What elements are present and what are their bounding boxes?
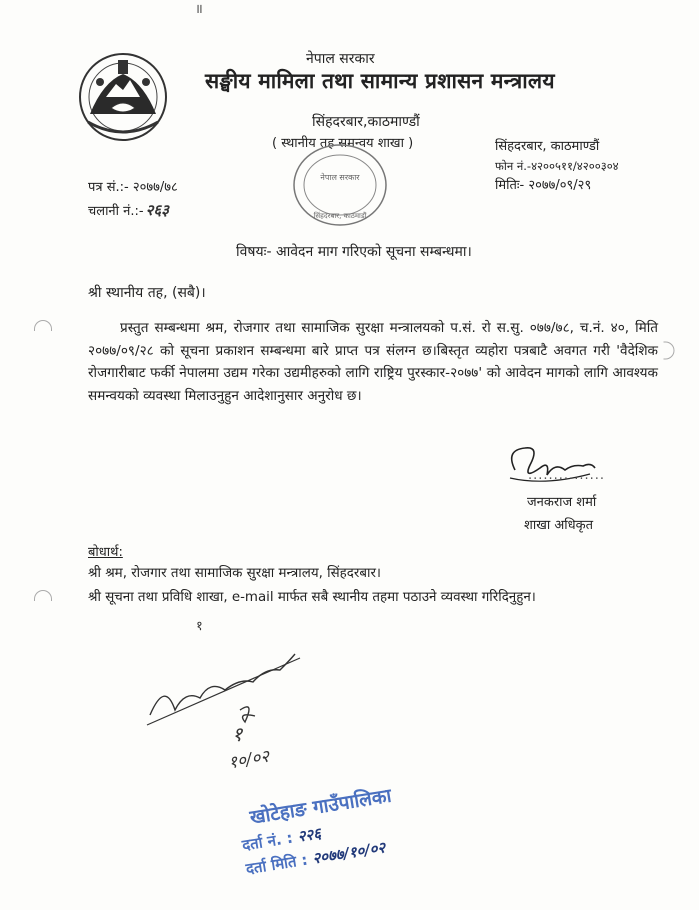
seal-location: सिंहदरबार, काठमाडौं [313, 212, 367, 220]
small-mark: १ [196, 619, 203, 634]
stamp-number-value: २२६ [296, 824, 323, 846]
registration-stamp [236, 782, 400, 879]
letter-reference: पत्र सं.:- २०७७/७८ [88, 180, 178, 195]
phone-number: फोन नं.-४२००५११/४२००३०४ [495, 159, 619, 173]
signature-line: ............... [528, 468, 605, 483]
handwritten-note [145, 640, 305, 734]
salutation: श्री स्थानीय तह, (सबै)। [88, 285, 206, 301]
letter-date: मितिः- २०७७/०९/२९ [495, 178, 592, 193]
punch-mark [34, 320, 52, 331]
stamp-date-label: दर्ता मिति : [244, 850, 309, 879]
department-name: ( स्थानीय तह समन्वय शाखा ) [272, 136, 414, 151]
signer-name: जनकराज शर्मा [527, 495, 597, 510]
dispatch-label: चलानी नं.:- [88, 204, 144, 219]
ministry-title: सङ्घीय मामिला तथा सामान्य प्रशासन मन्त्रालय [205, 69, 555, 93]
letter-subject: विषयः- आवेदन माग गरिएको सूचना सम्बन्धमा। [236, 244, 472, 260]
dispatch-value: २६३ [145, 201, 169, 219]
punch-mark [34, 590, 52, 601]
letter-body: प्रस्तुत सम्बन्धमा श्रम, रोजगार तथा सामाजिक सुरक्षा मन्त्रालयको प.सं. रो स.सु. ०७७/७८, च.नं. ४०, मिति २०७७/०९/२८ को सूचना प्रकाशन सम्बन्धमा बारे प्राप्त पत्र संलग्न छ।बिस्तृत व्यहोरा पत्रबाटै अवगत गरी 'वैदेशिक रोजगारीबाट फर्की नेपालमा उद्यम गरेका उद्यमीहरुको लागि राष्ट्रिय पुरस्कार-२०७७' को आवेदन मागको लागि आवश्यक समन्वयको व्यवस्था मिलाउनुहुन आदेशानुसार अनुरोध छ। [88, 320, 658, 404]
nepal-emblem-logo [78, 52, 168, 146]
signature-scribble [495, 440, 605, 494]
stamp-date-value: २०७७/१०/०२ [311, 838, 387, 868]
top-mark: ॥ [195, 2, 203, 17]
handwritten-mark: १ [232, 722, 243, 746]
handwritten-date-value: १०/०२ [226, 746, 271, 774]
cc-item: श्री श्रम, रोजगार तथा सामाजिक सुरक्षा मन्त्रालय, सिंहदरबार। [88, 566, 381, 581]
punch-mark [664, 342, 675, 360]
stamp-number-label: दर्ता नं. : [240, 828, 294, 855]
signer-title: शाखा अधिकृत [524, 518, 594, 533]
office-seal [290, 140, 390, 234]
dispatch-number [88, 201, 169, 221]
government-name: नेपाल सरकार [306, 51, 375, 67]
cc-item: श्री सूचना तथा प्रविधि शाखा, e-mail मार्फत सबै स्थानीय तहमा पठाउने व्यवस्था गरिदिनुहुन। [88, 590, 536, 605]
cc-label: बोधार्थ: [88, 545, 123, 560]
office-location: सिंहदरबार, काठमाण्डौं [495, 139, 600, 154]
stamp-title: खोटेहाङ गाउँपालिका [248, 784, 393, 829]
ministry-location: सिंहदरबार,काठमाण्डौं [312, 114, 420, 130]
seal-text: नेपाल सरकार [320, 173, 360, 182]
handwritten-date [226, 720, 271, 774]
